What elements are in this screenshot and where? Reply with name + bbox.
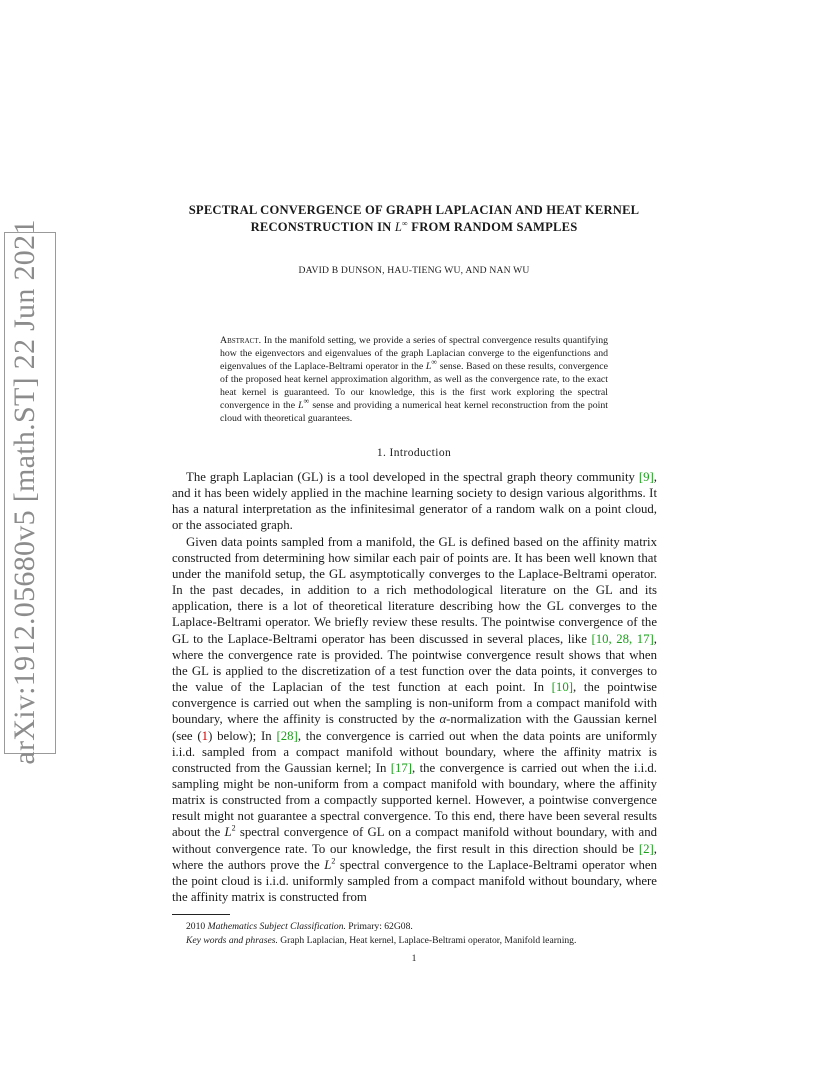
footnote-rule bbox=[172, 914, 230, 915]
text: , the pointwise convergence is carried out when the sampling is non-uniform from a compact manifold with boundary, where the affinity is constructed by the bbox=[172, 680, 657, 727]
citation-link[interactable]: [9] bbox=[638, 470, 654, 484]
math-L: L bbox=[425, 361, 432, 372]
text: 2010 bbox=[186, 921, 208, 932]
text: spectral convergence of GL on a compact manifold without boundary, with and without convergence rate. To our knowledge, the first result in this direction should be bbox=[172, 825, 658, 856]
paragraph bbox=[172, 469, 657, 534]
math-L: L bbox=[224, 825, 232, 840]
citation-link[interactable]: [10, 28, 17] bbox=[591, 631, 654, 646]
title-text: RECONSTRUCTION IN bbox=[250, 220, 395, 234]
math-infinity: ∞ bbox=[431, 357, 438, 367]
text: spectral convergence to the Laplace-Beltrami operator when the point cloud is i.i.d. uniformly sampled from a compact manifold without boundary, where the affinity matrix is constructed from bbox=[172, 857, 657, 905]
math-L: L bbox=[298, 400, 304, 411]
title-line-2 bbox=[150, 219, 678, 236]
abstract-label: Abstract. bbox=[220, 335, 262, 346]
text: , where the convergence rate is provided. The pointwise convergence result shows that when the GL is applied to the discretization of a test function over the data points, it converges to the value of the Laplacian of the test function at each point. In bbox=[172, 631, 657, 695]
authors: DAVID B DUNSON, HAU-TIENG WU, AND NAN WU bbox=[298, 265, 530, 276]
math-alpha: α bbox=[439, 712, 447, 727]
citation-link[interactable]: [2] bbox=[638, 841, 654, 856]
math-superscript-2: 2 bbox=[231, 824, 236, 834]
citation-link[interactable]: [10] bbox=[551, 680, 573, 695]
citation-link[interactable]: [28] bbox=[276, 728, 298, 743]
title-infinity: ∞ bbox=[402, 218, 408, 228]
title-L-symbol: L bbox=[394, 220, 403, 234]
text: ) below); In bbox=[208, 728, 277, 743]
text: Graph Laplacian, Heat kernel, Laplace-Beltrami operator, Manifold learning. bbox=[277, 935, 577, 946]
footnote-msc bbox=[172, 921, 657, 932]
text: -normalization with the Gaussian kernel (see ( bbox=[172, 712, 658, 743]
text: , where the authors prove the bbox=[172, 841, 657, 872]
text: Mathematics Subject Classification. bbox=[207, 921, 346, 932]
abstract-text: sense. Based on these results, convergence of the proposed heat kernel approximation algorithm, as well as the convergence rate, to the exact heat kernel is guaranteed. To our knowledge, this is the first work exploring the spectral convergence in the bbox=[220, 361, 608, 411]
text: Key words and phrases. bbox=[186, 935, 278, 946]
math-infinity: ∞ bbox=[303, 396, 310, 406]
text: Primary: 62G08. bbox=[345, 921, 413, 932]
text: Given data points sampled from a manifold, the GL is defined based on the affinity matrix constructed from determining how similar each pair of points are. It has been well known that under the manifold setup, the GL asymptotically converges to the Laplace-Beltrami operator. In the past decades, in addition to a rich methodological literature on the GL and its application, there is a lot of theoretical literature describing how the GL converges to the Laplace-Beltrami operator. We briefly review these results. The pointwise convergence of the GL to the Laplace-Beltrami operator has been discussed in several places, like bbox=[172, 534, 657, 646]
footnote-keywords bbox=[172, 935, 657, 946]
equation-link[interactable]: 1 bbox=[201, 728, 209, 743]
section-heading: 1. Introduction bbox=[376, 447, 452, 459]
math-L: L bbox=[324, 857, 332, 872]
math-superscript-2: 2 bbox=[331, 856, 336, 866]
paper-title bbox=[150, 202, 678, 236]
text: , and it has been widely applied in the machine learning society to design various algorithms. It has a natural interpretation as the infinitesimal generator of a random walk on a point cloud, or the associated graph. bbox=[172, 470, 657, 533]
text: , the convergence is carried out when the i.i.d. sampling might be non-uniform from a compact manifold with boundary, where the affinity matrix is constructed from a compactly supported kernel. However, a pointwise convergence result might not guarantee a spectral convergence. To this end, there have been several results about the bbox=[172, 760, 657, 840]
text: , the convergence is carried out when the data points are uniformly i.i.d. sampled from a compact manifold without boundary, where the affinity matrix is constructed from the Gaussian kernel; In bbox=[172, 728, 657, 775]
paragraph bbox=[172, 534, 657, 906]
body-text bbox=[172, 469, 657, 905]
abstract-text: sense and providing a numerical heat kernel reconstruction from the point cloud with theoretical guarantees. bbox=[220, 400, 608, 424]
title-line-1: SPECTRAL CONVERGENCE OF GRAPH LAPLACIAN AND HEAT KERNEL bbox=[188, 203, 640, 217]
page-number: 1 bbox=[411, 953, 417, 964]
title-text: FROM RANDOM SAMPLES bbox=[407, 220, 578, 234]
abstract-text: In the manifold setting, we provide a series of spectral convergence results quantifying how the eigenvectors and eigenvalues of the graph Laplacian converge to the eigenfunctions and eigenvalues of the Laplace-Beltrami operator in the bbox=[220, 335, 608, 372]
text: The graph Laplacian (GL) is a tool developed in the spectral graph theory community bbox=[186, 470, 639, 484]
arxiv-identifier: arXiv:1912.05680v5 [math.ST] 22 Jun 2021 bbox=[8, 219, 41, 765]
citation-link[interactable]: [17] bbox=[390, 760, 413, 775]
abstract bbox=[220, 334, 608, 425]
